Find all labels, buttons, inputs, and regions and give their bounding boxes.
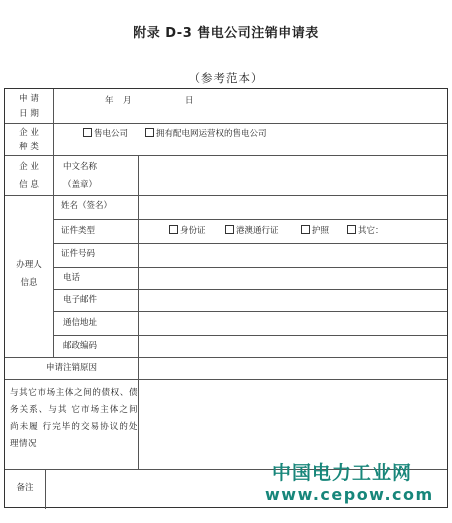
id-type-label: 证件类型 [61,226,96,236]
cancel-reason-field[interactable] [139,358,446,379]
cancel-reason-label: 申请注销原因 [45,363,97,373]
address-field[interactable] [139,312,446,335]
company-type-label-1: 企 业 [19,128,39,138]
watermark-text: 中国电力工业网 [272,462,413,484]
company-type-option-distribution[interactable]: 拥有配电网运营权的售电公司 [145,128,267,140]
phone-label: 电话 [63,273,81,283]
checkbox-icon[interactable] [347,225,356,234]
company-type-option-retail[interactable]: 售电公司 [83,128,128,140]
checkbox-icon[interactable] [225,225,234,234]
chinese-name-field[interactable] [139,156,446,195]
postcode-field[interactable] [139,336,446,357]
application-form [4,88,448,508]
checkbox-icon[interactable] [83,128,92,137]
watermark-url: www.cepow.com [265,485,434,504]
id-number-field[interactable] [139,244,446,267]
apply-date-label-1: 申 请 [19,94,39,104]
company-info-label-1: 企 业 [19,162,39,172]
checkbox-icon[interactable] [301,225,310,234]
id-type-option-passport[interactable]: 护照 [301,225,329,237]
checkbox-icon[interactable] [145,128,154,137]
year-label: 年 [105,96,114,106]
relations-note-label: 与其它市场主体之间的债权、债务关系、与其 它市场主体之间尚未履 行完毕的交易协议的处 理情况 [10,388,138,449]
company-type-label-2: 种 类 [19,142,39,152]
form-title: 附录 D-3 售电公司注销申请表 [133,26,319,41]
agent-label-1: 办理人 [16,260,42,270]
form-subtitle: （参考范本） [188,71,264,85]
relations-note-field[interactable] [139,380,446,469]
company-info-label-2: 信 息 [19,180,39,190]
phone-field[interactable] [139,268,446,289]
address-label: 通信地址 [63,318,98,328]
agent-name-label: 姓名（签名） [61,201,113,211]
id-type-option-other[interactable]: 其它： [347,225,384,237]
id-type-option-id-card[interactable]: 身份证 [169,225,206,237]
chinese-name-label: 中文名称 [63,162,98,172]
month-label: 月 [123,96,132,106]
checkbox-icon[interactable] [169,225,178,234]
postcode-label: 邮政编码 [63,341,98,351]
id-type-option-hk-macau-permit[interactable]: 港澳通行证 [225,225,279,237]
email-label: 电子邮件 [63,295,98,305]
seal-label: （盖章） [63,180,98,190]
agent-label-2: 信息 [20,278,38,288]
day-label: 日 [185,96,194,106]
agent-name-field[interactable] [139,196,446,219]
id-number-label: 证件号码 [61,249,96,259]
email-field[interactable] [139,290,446,311]
apply-date-label-2: 日 期 [19,109,39,119]
remarks-label: 备注 [16,483,34,493]
